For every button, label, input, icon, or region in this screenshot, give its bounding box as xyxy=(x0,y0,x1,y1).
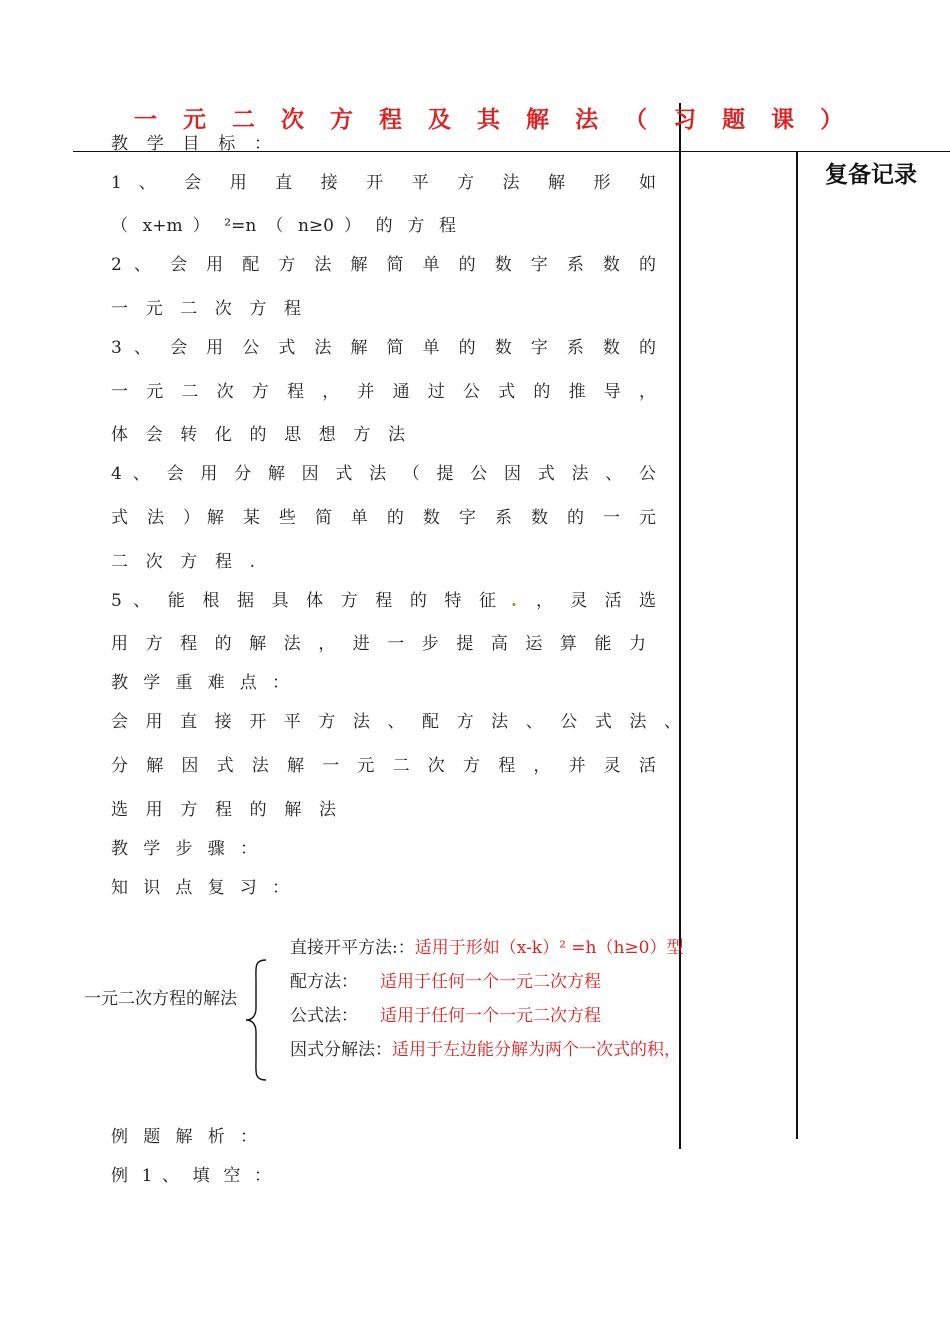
method-desc: 适用于任何一个一元二次方程 xyxy=(380,972,601,992)
emphasis-dot: . xyxy=(511,591,517,611)
goal-line-4: 一 元 二 次 方 程 xyxy=(111,299,301,319)
goal-line-3: 2 、 会 用 配 方 法 解 简 单 的 数 字 系 数 的 xyxy=(111,255,656,275)
goal-line-9: 式 法 ）解 某 些 简 单 的 数 字 系 数 的 一 元 xyxy=(111,508,656,528)
side-column-header: 复备记录 xyxy=(825,162,917,188)
goal-line-11-part-b: ， 灵 活 选 xyxy=(536,591,656,611)
column-divider-right xyxy=(796,151,798,1139)
column-divider-left xyxy=(679,103,681,1149)
examples-heading: 例 题 解 析 ： xyxy=(111,1127,257,1147)
key-points-heading: 教 学 重 难 点 ： xyxy=(111,673,289,693)
method-name: 配方法： xyxy=(290,972,358,992)
goal-line-2: （ x+m ） ²=n （ n≥0 ） 的 方 程 xyxy=(111,216,456,236)
method-desc: 适用于左边能分解为两个一次式的积， xyxy=(392,1040,681,1060)
method-name: 公式法： xyxy=(290,1006,358,1026)
method-factoring xyxy=(290,1037,681,1063)
page-title: 一 元 二 次 方 程 及 其 解 法 （ 习 题 课 ） xyxy=(134,106,853,133)
goal-line-11 xyxy=(111,588,656,614)
method-name: 因式分解法： xyxy=(290,1040,392,1060)
example-1: 例 1 、 填 空 ： xyxy=(111,1166,271,1186)
method-name: 直接开平方法:： xyxy=(290,938,415,958)
key-line-2: 分 解 因 式 法 解 一 元 二 次 方 程 ， 并 灵 活 xyxy=(111,756,656,776)
goal-line-1: 1 、 会 用 直 接 开 平 方 法 解 形 如 xyxy=(111,173,656,193)
steps-heading: 教 学 步 骤 ： xyxy=(111,839,257,859)
goal-line-7: 体 会 转 化 的 思 想 方 法 xyxy=(111,425,405,445)
goal-line-10: 二 次 方 程 . xyxy=(111,552,255,572)
key-line-3: 选 用 方 程 的 解 法 xyxy=(111,800,336,820)
method-formula xyxy=(290,1003,601,1029)
review-heading: 知 识 点 复 习 ： xyxy=(111,878,289,898)
method-desc: 适用于形如（x-k）² =h（h≥0）型 xyxy=(414,938,684,958)
goal-line-5: 3 、 会 用 公 式 法 解 简 单 的 数 字 系 数 的 xyxy=(111,338,656,358)
method-desc: 适用于任何一个一元二次方程 xyxy=(380,1006,601,1026)
goal-line-8: 4 、 会 用 分 解 因 式 法 （ 提 公 因 式 法 、 公 xyxy=(111,464,656,484)
method-completing-square xyxy=(290,969,601,995)
method-direct-root xyxy=(290,935,684,961)
curly-brace xyxy=(244,958,270,1082)
goals-heading: 教 学 目 标 ： xyxy=(111,134,271,154)
key-line-1: 会 用 直 接 开 平 方 法 、 配 方 法 、 公 式 法 、 xyxy=(111,712,681,732)
goal-line-6: 一 元 二 次 方 程 ， 并 通 过 公 式 的 推 导 ， xyxy=(111,382,656,402)
diagram-root-label: 一元二次方程的解法 xyxy=(84,989,237,1009)
goal-line-12: 用 方 程 的 解 法 ， 进 一 步 提 高 运 算 能 力 xyxy=(111,634,646,654)
goal-line-11-part-a: 5 、 能 根 据 具 体 方 程 的 特 征 xyxy=(111,591,496,611)
